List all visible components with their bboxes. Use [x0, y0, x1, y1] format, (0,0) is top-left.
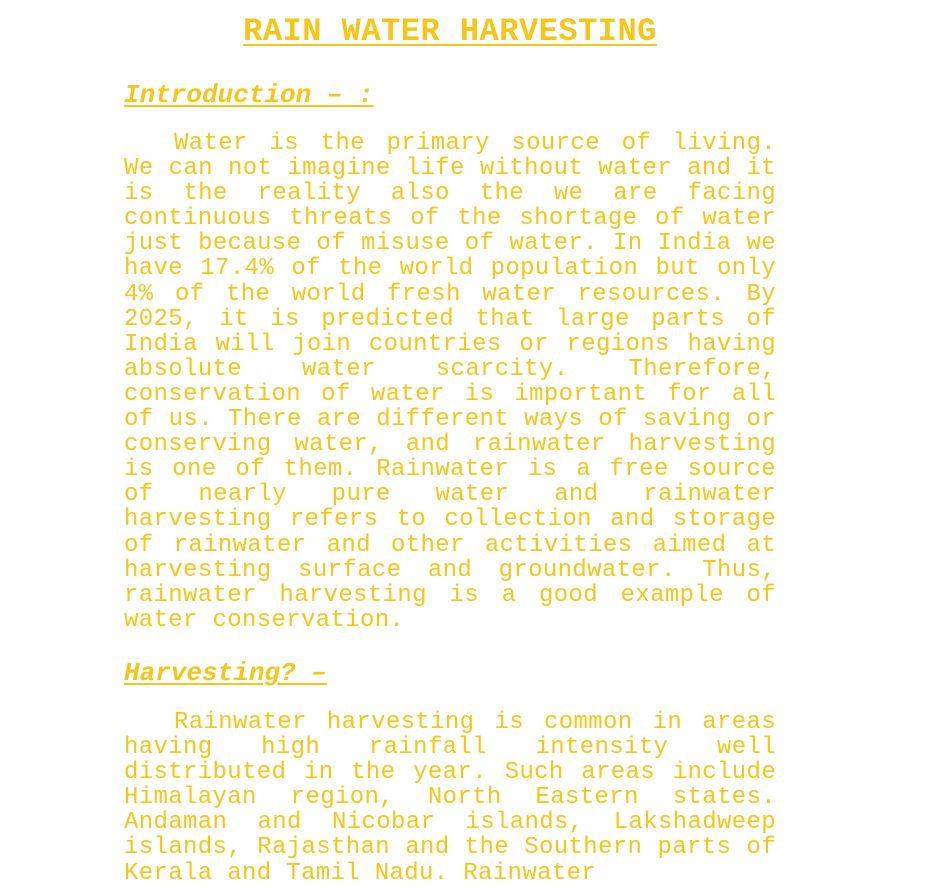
- section-heading-introduction: Introduction – :: [124, 80, 374, 110]
- section-paragraph-harvesting: Rainwater harvesting is common in areas having high rainfall intensity well distributed in the year. Such areas include Himalayan region, North Eastern states. Andaman and Nicobar islands, Lakshadweep islands, Rajasthan and the Southern parts of Kerala and Tamil Nadu. Rainwater: [124, 709, 776, 887]
- document-title: RAIN WATER HARVESTING: [243, 13, 657, 50]
- section-heading-harvesting: Harvesting? –: [124, 658, 327, 688]
- section-paragraph-introduction: Water is the primary source of living. We can not imagine life without water and it is the reality also the we are facing continuous threats of the shortage of water just because of misuse of water. In India we have 17.4% of the world population but only 4% of the world fresh water resources. By 2025, it is predicted that large parts of India will join countries or regions having absolute water scarcity. Therefore, conservation of water is important for all of us. There are different ways of saving or conserving water, and rainwater harvesting is one of them. Rainwater is a free source of nearly pure water and rainwater harvesting refers to collection and storage of rainwater and other activities aimed at harvesting surface and groundwater. Thus, rainwater harvesting is a good example of water conservation.: [124, 130, 776, 634]
